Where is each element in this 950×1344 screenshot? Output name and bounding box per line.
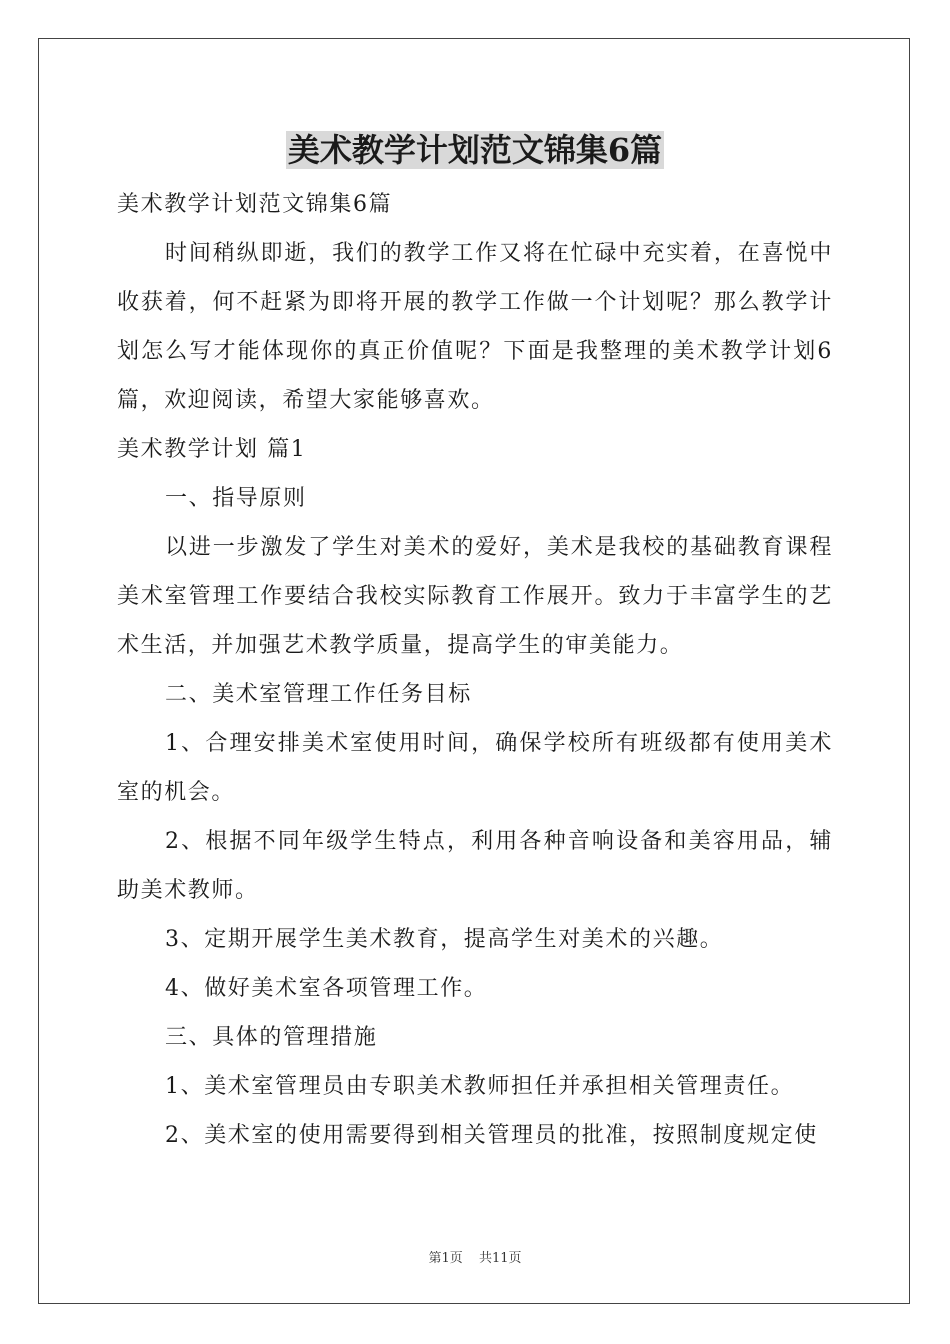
paragraph: 3、定期开展学生美术教育，提高学生对美术的兴趣。 [165, 927, 724, 952]
paragraph: 二、美术室管理工作任务目标 [165, 682, 472, 707]
paragraph: 1、美术室管理员由专职美术教师担任并承担相关管理责任。 [165, 1074, 795, 1099]
paragraph: 以进一步激发了学生对美术的爱好，美术是我校的基础教育课程美术室管理工作要结合我校实际教育工作展开。致力于丰富学生的艺术生活，并加强艺术教学质量，提高学生的审美能力。 [117, 535, 833, 658]
paragraph: 时间稍纵即逝，我们的教学工作又将在忙碌中充实着，在喜悦中收获着，何不赶紧为即将开展的教学工作做一个计划呢？那么教学计划怎么写才能体现你的真正价值呢？下面是我整理的美术教学计划6篇，欢迎阅读，希望大家能够喜欢。 [117, 241, 833, 413]
page-total: 共11页 [478, 1251, 522, 1266]
paragraph: 美术教学计划 篇1 [117, 437, 307, 462]
paragraph: 三、具体的管理措施 [165, 1025, 378, 1050]
page-footer [0, 1247, 950, 1266]
paragraph: 1、合理安排美术室使用时间，确保学校所有班级都有使用美术室的机会。 [117, 731, 833, 805]
paragraph: 一、指导原则 [165, 486, 307, 511]
document-title: 美术教学计划范文锦集6篇 [287, 131, 663, 169]
page-number: 第1页 [428, 1251, 463, 1266]
document-body [117, 180, 833, 1160]
paragraph: 2、根据不同年级学生特点，利用各种音响设备和美容用品，辅助美术教师。 [117, 829, 833, 903]
paragraph: 4、做好美术室各项管理工作。 [165, 976, 488, 1001]
paragraph: 美术教学计划范文锦集6篇 [117, 192, 393, 217]
paragraph: 2、美术室的使用需要得到相关管理员的批准，按照制度规定使 [165, 1123, 818, 1148]
